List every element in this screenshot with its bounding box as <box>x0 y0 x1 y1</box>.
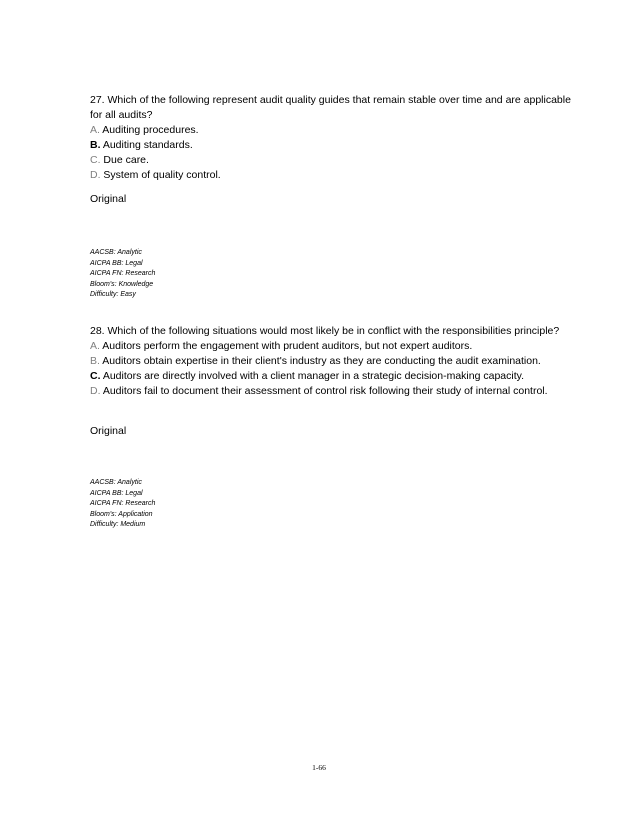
option-d <box>90 384 580 399</box>
option-letter-correct: B. <box>90 139 101 151</box>
question-28 <box>90 324 580 399</box>
meta-aacsb: AACSB: Analytic <box>90 249 142 256</box>
option-a <box>90 123 580 138</box>
meta-difficulty: Difficulty: Easy <box>90 291 136 298</box>
option-text: Auditing standards. <box>102 139 193 151</box>
meta-aicpa-bb: AICPA BB: Legal <box>90 489 143 497</box>
meta-aicpa-fn: AICPA FN: Research <box>90 500 156 507</box>
question-stem: 28. Which of the following situations would most likely be in conflict with the responsibilities principle? <box>90 325 560 337</box>
option-text: Auditors perform the engagement with prudent auditors, but not expert auditors. <box>102 340 473 352</box>
option-letter: C. <box>90 154 101 166</box>
option-text: Auditors obtain expertise in their client's industry as they are conducting the audit examination. <box>102 355 541 367</box>
question-metadata <box>90 478 155 531</box>
option-letter: D. <box>90 169 101 181</box>
option-letter: A. <box>90 340 100 352</box>
option-b <box>90 354 580 369</box>
option-letter: B. <box>90 355 100 367</box>
meta-aacsb: AACSB: Analytic <box>90 479 142 486</box>
meta-aicpa-fn: AICPA FN: Research <box>90 270 156 277</box>
question-stem: 27. Which of the following represent audit quality guides that remain stable over time and are applicable for all audits? <box>90 94 571 121</box>
option-text: Auditors fail to document their assessment of control risk following their study of internal control. <box>102 385 548 397</box>
option-text: System of quality control. <box>103 169 221 181</box>
option-letter: A. <box>90 124 100 136</box>
question-status: Original <box>90 193 127 205</box>
option-letter-correct: C. <box>90 370 101 382</box>
question-27 <box>90 93 580 183</box>
meta-difficulty: Difficulty: Medium <box>90 521 146 528</box>
option-b <box>90 138 580 153</box>
option-text: Auditing procedures. <box>102 124 199 136</box>
page-number: 1-66 <box>312 763 326 772</box>
option-c <box>90 369 580 384</box>
question-metadata <box>90 248 155 301</box>
option-text: Due care. <box>103 154 149 166</box>
option-letter: D. <box>90 385 101 397</box>
meta-blooms: Bloom's: Knowledge <box>90 280 154 288</box>
option-text: Auditors are directly involved with a client manager in a strategic decision-making capacity. <box>102 370 525 382</box>
question-status: Original <box>90 425 127 437</box>
meta-blooms: Bloom's: Application <box>90 510 153 518</box>
option-a <box>90 339 580 354</box>
option-d <box>90 168 580 183</box>
meta-aicpa-bb: AICPA BB: Legal <box>90 259 143 267</box>
option-c <box>90 153 580 168</box>
